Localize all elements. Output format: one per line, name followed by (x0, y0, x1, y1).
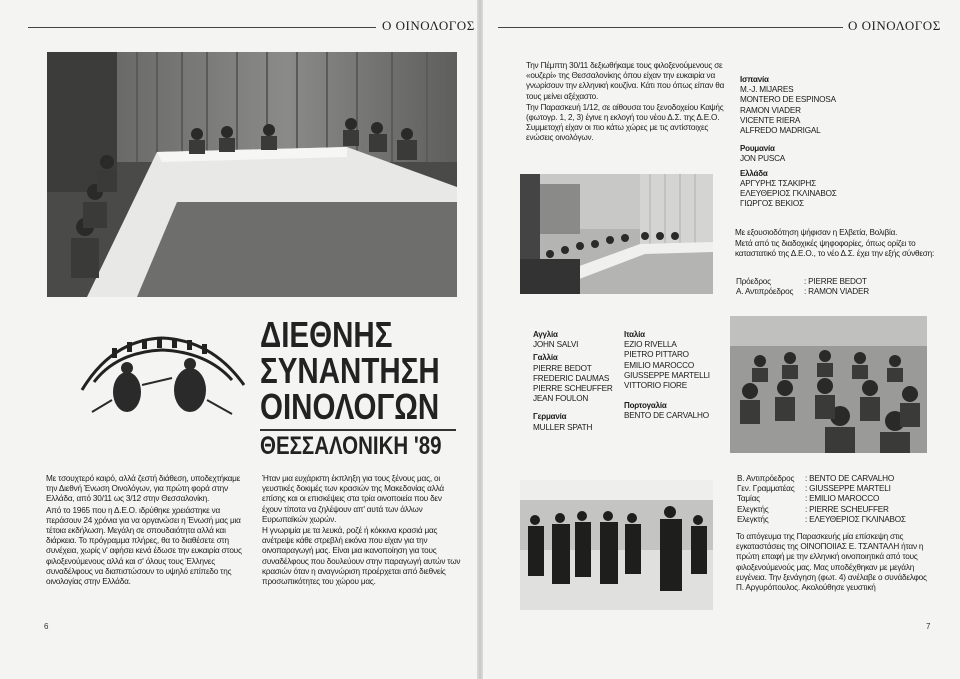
standing-group-illustration (520, 480, 713, 610)
country-label: Πορτογαλία (624, 401, 667, 411)
delegate-name: PIERRE BEDOT (533, 363, 592, 373)
page-number-left: 6 (44, 622, 49, 631)
board-list-bottom (737, 474, 937, 525)
country-label: Ιταλία (624, 330, 645, 339)
delegates-list-right (740, 72, 930, 209)
page-number-right: 7 (926, 622, 931, 631)
board-row (737, 494, 937, 504)
country-label: Ισπανία (740, 75, 769, 84)
delegate-name: RAMON VIADER (740, 105, 801, 115)
delegate-name: FREDERIC DAUMAS (533, 373, 610, 383)
paragraph: Ήταν μια ευχάριστη έκπληξη για τους ξένους μας, οι γευστικές δοκιμές των κρασιών της Μακεδονίας αλλά επίσης και οι επισκέψεις στα τρία οινοποιεία που δεν έχουν τίποτα να ζηλέψουν απ' αυτά των άλλων Ευρωπαϊκών χωρών. (262, 474, 444, 524)
paragraph: Την Πέμπτη 30/11 δεξιωθήκαμε τους φιλοξενούμενους σε «ουζερί» της Θεσσαλονίκης όπου είχαν την ευκαιρία να γνωρίσουν την ελληνική κουζίνα. Κάτι που όπως είπαν θα τους μείνει αξέχαστο. (526, 61, 725, 101)
board-name: : ΕΛΕΥΘΕΡΙΟΣ ΓΚΛΙΝΑΒΟΣ (805, 514, 906, 524)
title-line-3: ΟΙΝΟΛΟΓΩΝ (260, 386, 440, 427)
board-role: Β. Αντιπρόεδρος (737, 474, 795, 483)
delegates-list-mid-b (624, 327, 724, 422)
gutter (477, 0, 483, 679)
board-name: : GIUSSEPPE MARTELI (805, 484, 891, 494)
delegate-name: ΑΡΓΥΡΗΣ ΤΣΑΚΙΡΗΣ (740, 178, 816, 188)
right-header-title: Ο ΟΙΝΟΛΟΓΟΣ (848, 18, 941, 33)
paragraph: Η γνωριμία με τα λευκά, ροζέ ή κόκκινα κρασιά μας ανέτρεψε κάθε στρεβλή εικόνα που είχαν για την οινοπαραγωγή μας. Είναι μια ικανοποίηση για τους συναδέλφους που δουλεύουν στην παραγωγή αυτών των κρασιών όταν η αναγνώριση προέρχεται από διεθνείς προσωπικότητες του χώρου μας. (262, 526, 461, 587)
photo-audience (730, 316, 927, 453)
board-role: Α. Αντιπρόεδρος (736, 287, 794, 297)
delegate-name: EZIO RIVELLA (624, 340, 677, 350)
proxy-text (735, 228, 935, 261)
board-role: Γεν. Γραμματέας (737, 484, 795, 494)
board-role: Ταμίας (737, 494, 760, 504)
title-rule (260, 429, 456, 431)
title-subtitle: ΘΕΣΣΑΛΟΝΙΚΗ '89 (260, 432, 442, 460)
paragraph: Το απόγευμα της Παρασκευής μία επίσκεψη στις εγκαταστάσεις της ΟΙΝΟΠΟΙΙΑΣ Ε. ΤΣΑΝΤΑΛΗ ήταν η πρώτη επαφή με την ελληνική οινοποιητικά από τους φιλοξενούμενούς μας. Μας υποδέχθηκαν με μεγάλη ευγένεια. Την ξενάγηση (φωτ. 4) ανέλαβε ο συνάδελφος Π. Αργυρόπουλος. Ακολούθησε γευστική (736, 532, 927, 593)
country-label: Ελλάδα (740, 168, 768, 178)
delegate-name: GIUSSEPPE MARTELLI (624, 370, 710, 380)
delegate-name: MONTERO DE ESPINOSA (740, 95, 836, 105)
country-label: Ρουμανία (740, 144, 775, 154)
title-line-2: ΣΥΝΑΝΤΗΣΗ (260, 350, 440, 391)
board-row (736, 287, 936, 297)
paragraph: Μετά από τις διαδοχικές ψηφοφορίες, όπως ορίζει το καταστατικό της Δ.Ε.Ο., το νέο Δ.Σ. έχει την εξής σύνθεση: (735, 239, 935, 259)
delegate-name: PIETRO PITTARO (624, 350, 689, 360)
board-list-top (736, 277, 936, 297)
delegate-name: EMILIO MAROCCO (624, 360, 694, 370)
conference-hall-illustration (47, 52, 457, 297)
board-name: : RAMON VIADER (804, 287, 869, 297)
delegate-name: VITTORIO FIORE (624, 381, 688, 391)
greek-vase-illustration (72, 330, 254, 420)
left-body-column-1 (46, 474, 246, 588)
board-row (737, 505, 937, 515)
delegate-name: BENTO DE CARVALHO (624, 411, 709, 421)
board-role: Ελεγκτής (737, 504, 769, 514)
board-role: Ελεγκτής (737, 514, 769, 524)
delegate-name: MULLER SPATH (533, 422, 593, 432)
delegate-name: ΕΛΕΥΘΕΡΙΟΣ ΓΚΛΙΝΑΒΟΣ (740, 189, 837, 199)
closing-text (736, 532, 932, 594)
board-row (737, 484, 937, 494)
delegate-name: JON PUSCA (740, 154, 786, 164)
right-header-rule (498, 27, 843, 28)
photo-standing-group (520, 480, 713, 610)
delegate-name: JOHN SALVI (533, 340, 579, 350)
board-name: : BENTO DE CARVALHO (805, 474, 895, 483)
paragraph: Από το 1965 που η Δ.Ε.Ο. ιδρύθηκε χρειάστηκε να περάσουν 24 χρόνια για να οργανώσει η Ένωσή μας μια τέτοια εκδήλωση. Μεγάλη σε σπουδαιότητα αλλά και διάρκεια. Το πρόγραμμα πλήρες, θα το διαθέσετε στη συνέχεια, χωρίς ν' αφήσει κενά έδωσε την ευκαιρία στους φιλοξενούμενους αλλά και σ' όλους τους Έλληνες συναδέλφους να διαπιστώσουν το υψηλό επίπεδο της οινολογίας στην Ελλάδα. (46, 505, 242, 587)
delegates-list-mid-a (533, 327, 618, 433)
audience-illustration (730, 316, 927, 453)
board-name: : PIERRE BEDOT (804, 277, 867, 286)
vase-icon (72, 330, 254, 420)
board-name: : PIERRE SCHEUFFER (805, 504, 889, 514)
country-label: Γερμανία (533, 412, 567, 422)
left-body-column-2 (262, 474, 462, 588)
board-row (736, 277, 936, 287)
paragraph: Με τσουχτερό καιρό, αλλά ζεστή διάθεση, υποδεχτήκαμε την Διεθνή Ένωση Οινολόγων, για πρώτη φορά στην Ελλάδα, από 30/11 ως 3/12 στην Θεσσαλονίκη. (46, 474, 241, 504)
meeting-room-illustration (520, 174, 713, 294)
board-name: : EMILIO MAROCCO (805, 494, 880, 504)
paragraph: Την Παρασκευή 1/12, σε αίθουσα του ξενοδοχείου Καψής (φωτογρ. 1, 2, 3) έγινε η εκλογή του νέου Δ.Σ. της Δ.Ε.Ο. Συμμετοχή είχαν οι πιο κάτω χώρες με τις αντίστοιχες ενώσεις οινολόγων. (526, 102, 724, 143)
board-row (737, 474, 937, 484)
delegate-name: ALFREDO MADRIGAL (740, 126, 821, 136)
delegate-name: ΓΙΩΡΓΟΣ ΒΕΚΙΟΣ (740, 199, 804, 209)
paragraph: Με εξουσιοδότηση ψήφισαν η Ελβετία, Βολιβία. (735, 228, 898, 237)
country-label: Αγγλία (533, 330, 558, 339)
right-intro-text (526, 61, 728, 145)
title-line-1: ΔΙΕΘΝΗΣ (260, 314, 393, 355)
left-header-rule (28, 27, 376, 28)
country-label: Γαλλία (533, 353, 558, 363)
photo-conference-hall (47, 52, 457, 297)
board-role: Πρόεδρος (736, 277, 771, 286)
delegate-name: M.-J. MIJARES (740, 85, 794, 95)
delegate-name: VICENTE RIERA (740, 115, 801, 125)
delegate-name: PIERRE SCHEUFFER (533, 384, 613, 394)
left-header-title: Ο ΟΙΝΟΛΟΓΟΣ (382, 18, 475, 33)
delegate-name: JEAN FOULON (533, 394, 589, 404)
board-row (737, 515, 937, 525)
photo-meeting-room (520, 174, 713, 294)
